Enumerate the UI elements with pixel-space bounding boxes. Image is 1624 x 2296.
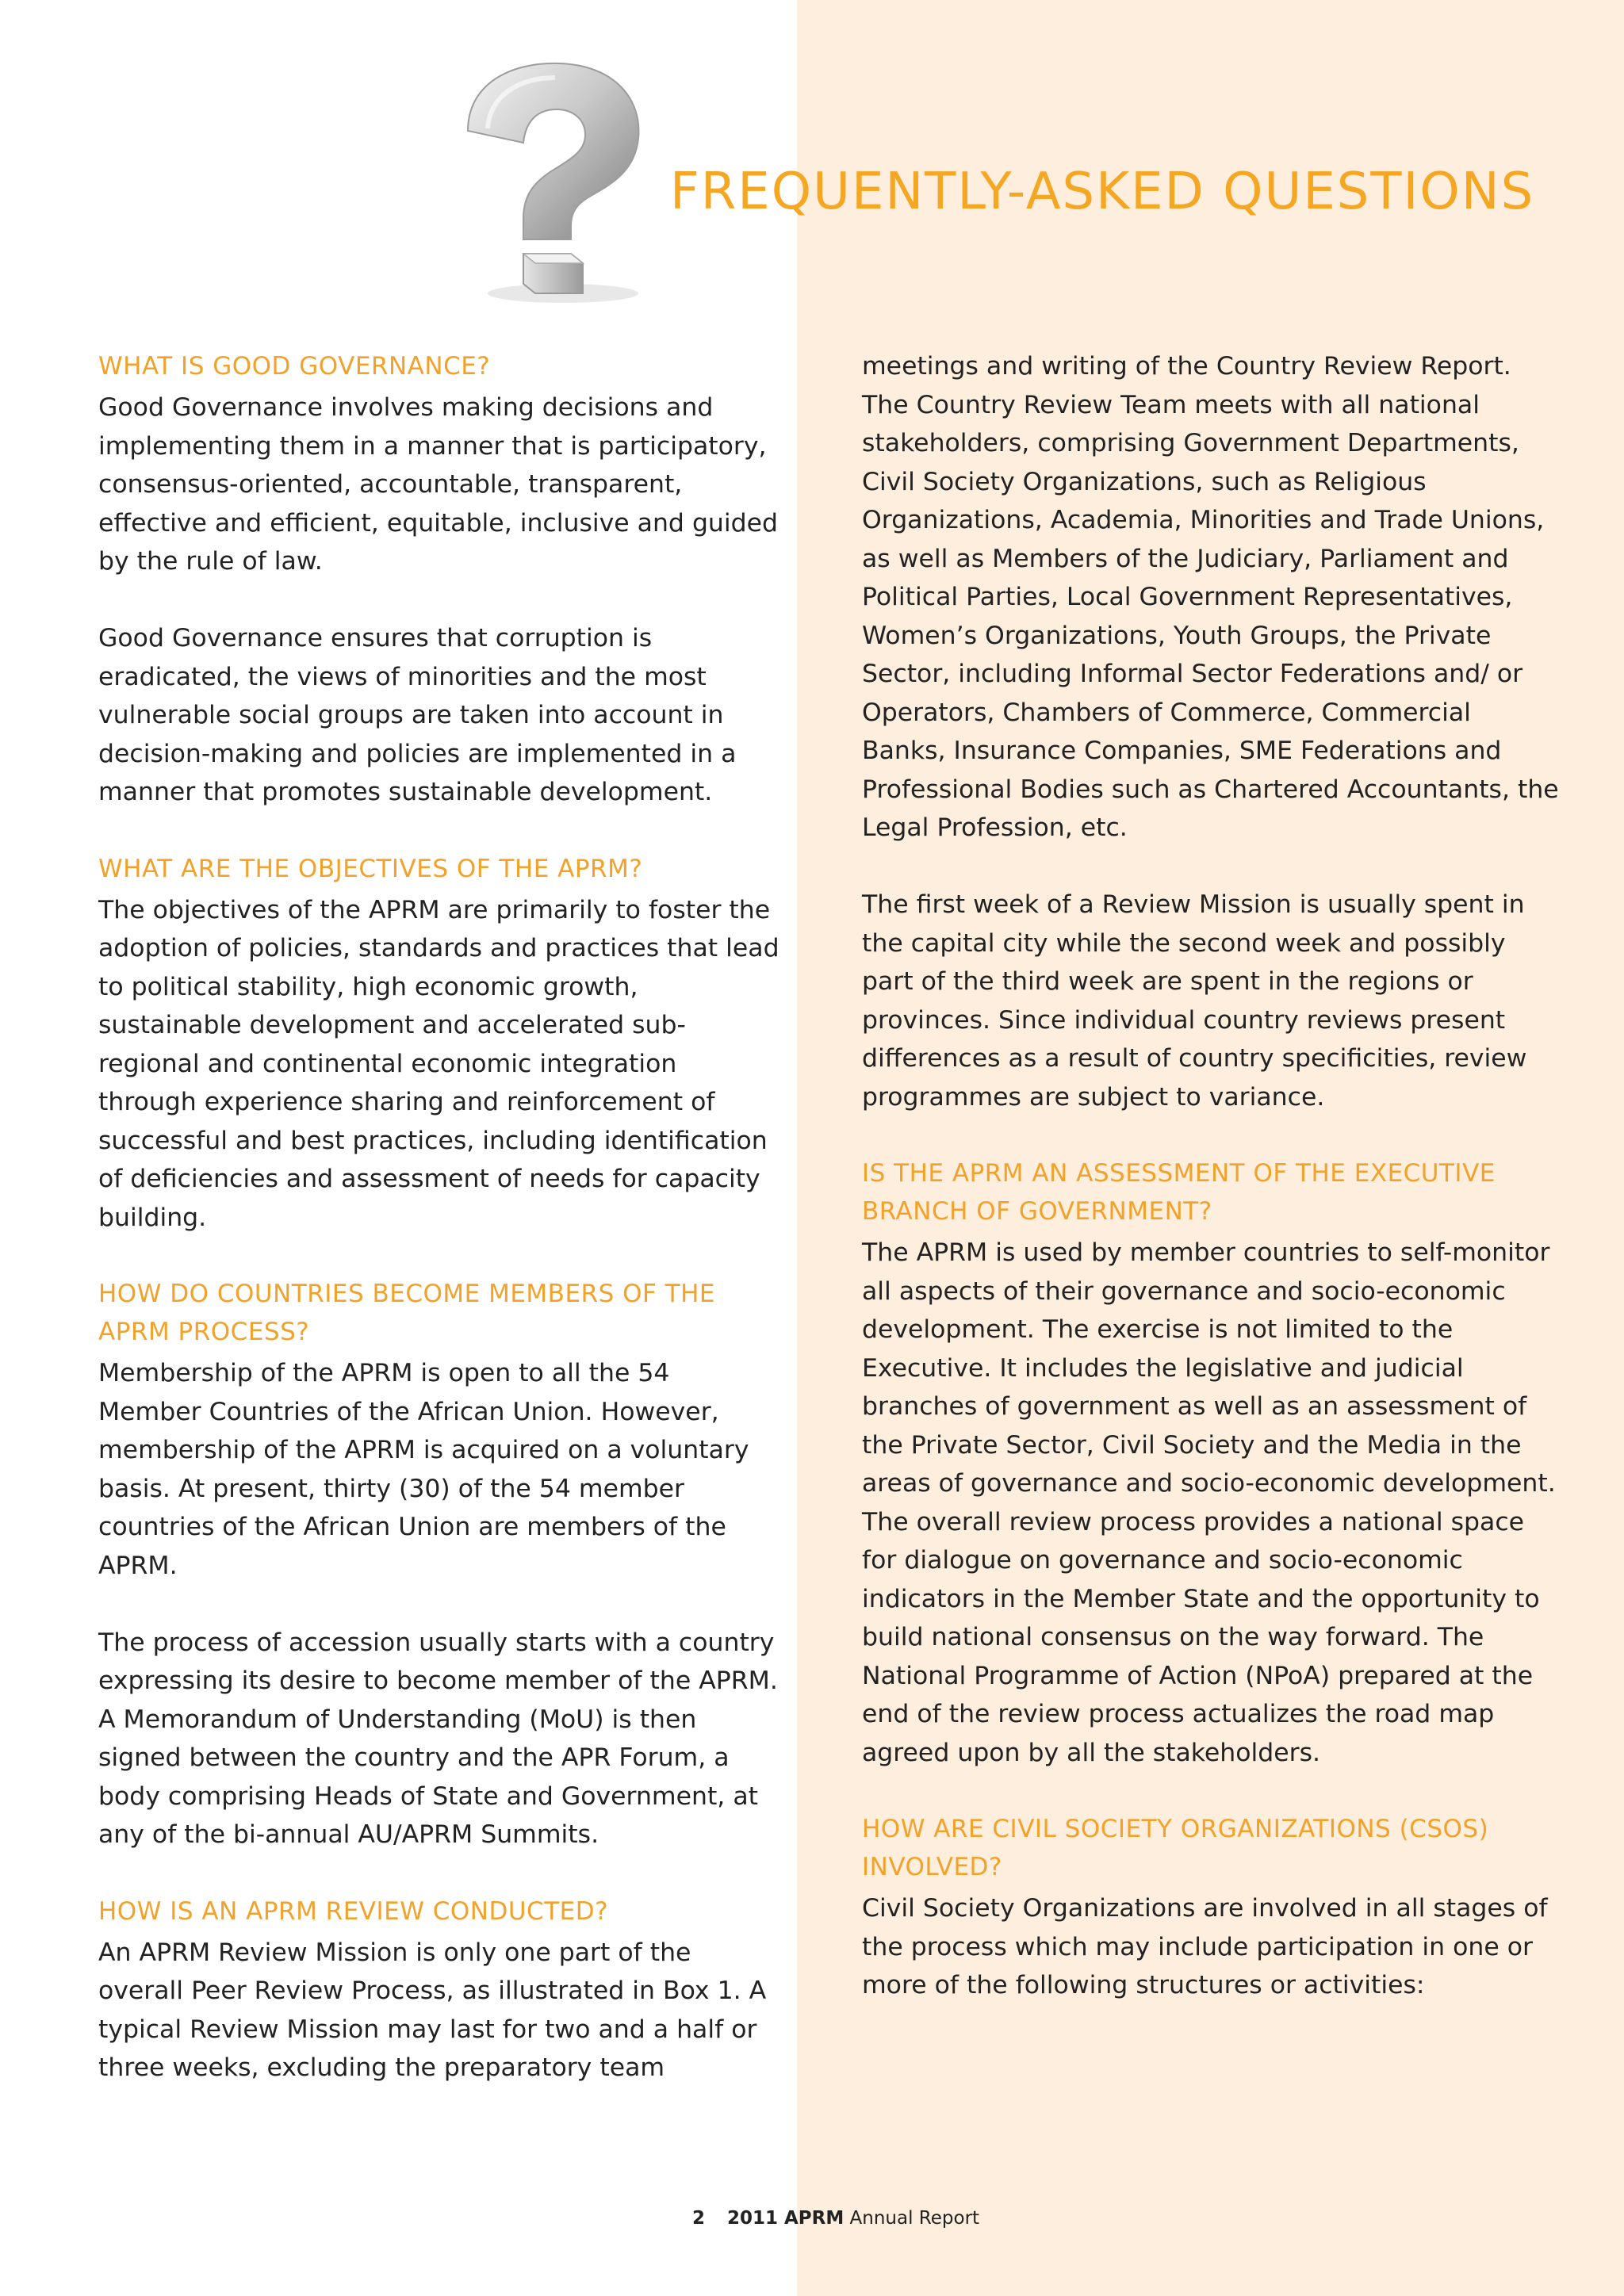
section-heading: WHAT ARE THE OBJECTIVES OF THE APRM? <box>98 854 643 883</box>
paragraph: An APRM Review Mission is only one part of the overall Peer Review Process, as illustrated in Box 1. A typical Review Mission may last for two and a half or three weeks, excluding the preparatory team <box>98 1938 767 2082</box>
page-title: FREQUENTLY-ASKED QUESTIONS <box>670 163 1535 221</box>
paragraph: Good Governance ensures that corruption is eradicated, the views of minorities and the most vulnerable social groups are taken into account in decision-making and policies are implemented in a manner that promotes sustainable development. <box>98 624 737 806</box>
question-mark-icon <box>444 55 650 309</box>
section-heading: WHAT IS GOOD GOVERNANCE? <box>98 352 491 381</box>
section-heading: IS THE APRM AN ASSESSMENT OF THE EXECUTIVE BRANCH OF GOVERNMENT? <box>862 1159 1496 1226</box>
paragraph: meetings and writing of the Country Review Report. The Country Review Team meets with all national stakeholders, comprising Government Departments, Civil Society Organizations, such as Religious Organizations, Academia, Minorities and Trade Unions, as well as Members of the Judiciary, Parliament and Political Parties, Local Government Representatives, Women’s Organizations, Youth Groups, the Private Sector, including Informal Sector Federations and/ or Operators, Chambers of Commerce, Commercial Banks, Insurance Companies, SME Federations and Professional Bodies such as Chartered Accountants, the Legal Profession, etc. <box>862 352 1559 842</box>
section-heading: HOW IS AN APRM REVIEW CONDUCTED? <box>98 1896 609 1926</box>
report-title-rest: Annual Report <box>844 2208 980 2229</box>
section-heading: HOW ARE CIVIL SOCIETY ORGANIZATIONS (CSOS) INVOLVED? <box>862 1815 1489 1881</box>
paragraph: The process of accession usually starts with a country expressing its desire to become member of the APRM. A Memorandum of Understanding (MoU) is then signed between the country and the APR Forum, a body comprising Heads of State and Government, at any of the bi-annual AU/APRM Summits. <box>98 1628 778 1849</box>
right-column <box>862 347 1560 2005</box>
paragraph: Good Governance involves making decisions and implementing them in a manner that is participatory, consensus-oriented, accountable, transparent, effective and efficient, equitable, inclusive and guided by the rule of law. <box>98 393 779 576</box>
section-heading: HOW DO COUNTRIES BECOME MEMBERS OF THE APRM PROCESS? <box>98 1280 716 1346</box>
paragraph: The objectives of the APRM are primarily to foster the adoption of policies, standards and practices that lead to political stability, high economic growth, sustainable development and accelerated sub-regional and continental economic integration through experience sharing and reinforcement of successful and best practices, including identification of deficiencies and assessment of needs for capacity building. <box>98 895 779 1232</box>
paragraph: The first week of a Review Mission is usually spent in the capital city while the second week and possibly part of the third week are spent in the regions or provinces. Since individual country reviews present differences as a result of country specificities, review programmes are subject to variance. <box>862 890 1527 1112</box>
paragraph: Civil Society Organizations are involved in all stages of the process which may include participation in one or more of the following structures or activities: <box>862 1894 1548 1999</box>
paragraph: The APRM is used by member countries to self-monitor all aspects of their governance and socio-economic development. The exercise is not limited to the Executive. It includes the legislative and judicial branches of government as well as an assessment of the Private Sector, Civil Society and the Media in the areas of governance and socio-economic development. The overall review process provides a national space for dialogue on governance and socio-economic indicators in the Member State and the opportunity to build national consensus on the way forward. The National Programme of Action (NPoA) prepared at the end of the review process actualizes the road map agreed upon by all the stakeholders. <box>862 1238 1556 1767</box>
page-number: 2 <box>691 2208 705 2229</box>
page-footer <box>0 2208 1624 2229</box>
left-column <box>98 347 780 2087</box>
report-year-title: 2011 APRM <box>726 2208 845 2229</box>
paragraph: Membership of the APRM is open to all the 54 Member Countries of the African Union. However, membership of the APRM is acquired on a voluntary basis. At present, thirty (30) of the 54 member countries of the African Union are members of the APRM. <box>98 1359 749 1580</box>
